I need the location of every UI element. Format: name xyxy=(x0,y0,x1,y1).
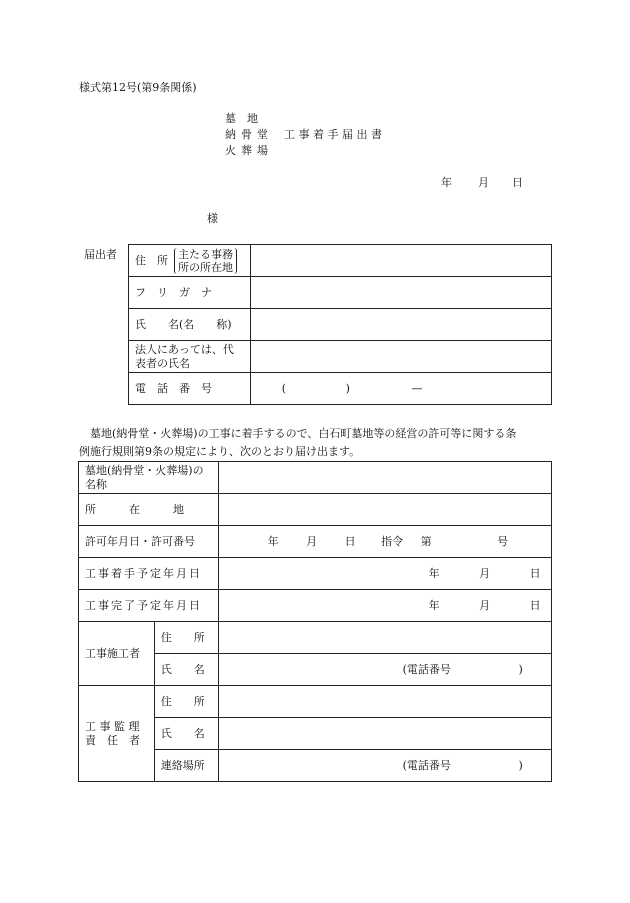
phone-field[interactable] xyxy=(250,373,551,405)
facility-name-label-line2: 名称 xyxy=(85,477,107,491)
applicant-table xyxy=(128,244,552,405)
representative-label-line1: 法人にあっては、代 xyxy=(135,342,234,356)
title-option-ossuary: 納骨堂 xyxy=(225,128,273,141)
title-option-crematorium: 火葬場 xyxy=(225,144,273,157)
address-note-line2: 所の所在地 xyxy=(178,260,233,274)
supervisor-label-line2: 責 任 者 xyxy=(85,733,140,747)
permit-order: 指令 xyxy=(381,534,404,548)
end-date-field[interactable] xyxy=(218,590,551,622)
location-field[interactable] xyxy=(218,494,551,526)
location-label: 所 在 地 xyxy=(79,494,219,526)
supervisor-name-field[interactable] xyxy=(218,718,551,750)
representative-field[interactable] xyxy=(250,341,551,373)
supervisor-address-label: 住 所 xyxy=(154,686,218,718)
permit-go: 号 xyxy=(497,534,509,548)
supervisor-phone-note-close: ) xyxy=(518,758,523,772)
facility-name-label xyxy=(79,462,219,494)
title-option-cemetery: 墓 地 xyxy=(225,112,258,125)
facility-name-label-line1: 墓地(納骨堂・火葬場)の xyxy=(85,463,204,477)
phone-open-paren: ( xyxy=(281,381,287,395)
end-month: 月 xyxy=(479,598,491,612)
date-day: 日 xyxy=(512,176,523,189)
permit-year: 年 xyxy=(267,534,279,548)
furigana-field[interactable] xyxy=(250,277,551,309)
permit-month: 月 xyxy=(306,534,318,548)
phone-dash: — xyxy=(411,381,423,395)
supervisor-label xyxy=(79,686,155,782)
form-number: 様式第12号(第9条関係) xyxy=(79,81,197,94)
end-date-label: 工事完了予定年月日 xyxy=(79,590,219,622)
title-suffix: 工 事 着 手 届 出 書 xyxy=(284,128,382,141)
applicant-label: 届出者 xyxy=(84,248,117,261)
supervisor-contact-field[interactable] xyxy=(218,750,551,782)
furigana-label: フ リ ガ ナ xyxy=(129,277,251,309)
address-note xyxy=(174,248,237,274)
supervisor-phone-note-open: (電話番号 xyxy=(402,758,451,772)
supervisor-label-line1: 工 事 監 理 xyxy=(85,719,140,733)
start-year: 年 xyxy=(428,566,440,580)
representative-label-line2: 表者の氏名 xyxy=(135,356,190,370)
supervisor-address-field[interactable] xyxy=(218,686,551,718)
addressee-suffix: 様 xyxy=(207,212,218,225)
permit-dai: 第 xyxy=(420,534,432,548)
contractor-phone-note-close: ) xyxy=(518,662,523,676)
start-month: 月 xyxy=(479,566,491,580)
body-text-line2: 例施行規則第9条の規定により、次のとおり届け出ます。 xyxy=(79,445,361,458)
permit-label: 許可年月日・許可番号 xyxy=(79,526,219,558)
name-label: 氏 名(名 称) xyxy=(129,309,251,341)
phone-close-paren: ) xyxy=(345,381,350,395)
end-day: 日 xyxy=(529,598,541,612)
start-date-label: 工事着手予定年月日 xyxy=(79,558,219,590)
contractor-label: 工事施工者 xyxy=(79,622,155,686)
contractor-name-label: 氏 名 xyxy=(154,654,218,686)
permit-field[interactable] xyxy=(218,526,551,558)
construction-table xyxy=(78,461,552,782)
address-label-cell xyxy=(129,245,251,277)
supervisor-name-label: 氏 名 xyxy=(154,718,218,750)
date-month: 月 xyxy=(478,176,489,189)
end-year: 年 xyxy=(428,598,440,612)
start-day: 日 xyxy=(529,566,541,580)
supervisor-contact-label: 連絡場所 xyxy=(154,750,218,782)
representative-label-cell xyxy=(129,341,251,373)
body-text-line1: 墓地(納骨堂・火葬場)の工事に着手するので、白石町墓地等の経営の許可等に関する条 xyxy=(90,427,517,440)
permit-day: 日 xyxy=(344,534,356,548)
date-year: 年 xyxy=(441,176,452,189)
contractor-address-field[interactable] xyxy=(218,622,551,654)
name-field[interactable] xyxy=(250,309,551,341)
address-field[interactable] xyxy=(250,245,551,277)
phone-label: 電 話 番 号 xyxy=(129,373,251,405)
contractor-phone-note-open: (電話番号 xyxy=(402,662,451,676)
facility-name-field[interactable] xyxy=(218,462,551,494)
contractor-address-label: 住 所 xyxy=(154,622,218,654)
start-date-field[interactable] xyxy=(218,558,551,590)
address-note-line1: 主たる事務 xyxy=(178,247,233,261)
address-label: 住 所 xyxy=(135,253,168,267)
contractor-name-field[interactable] xyxy=(218,654,551,686)
